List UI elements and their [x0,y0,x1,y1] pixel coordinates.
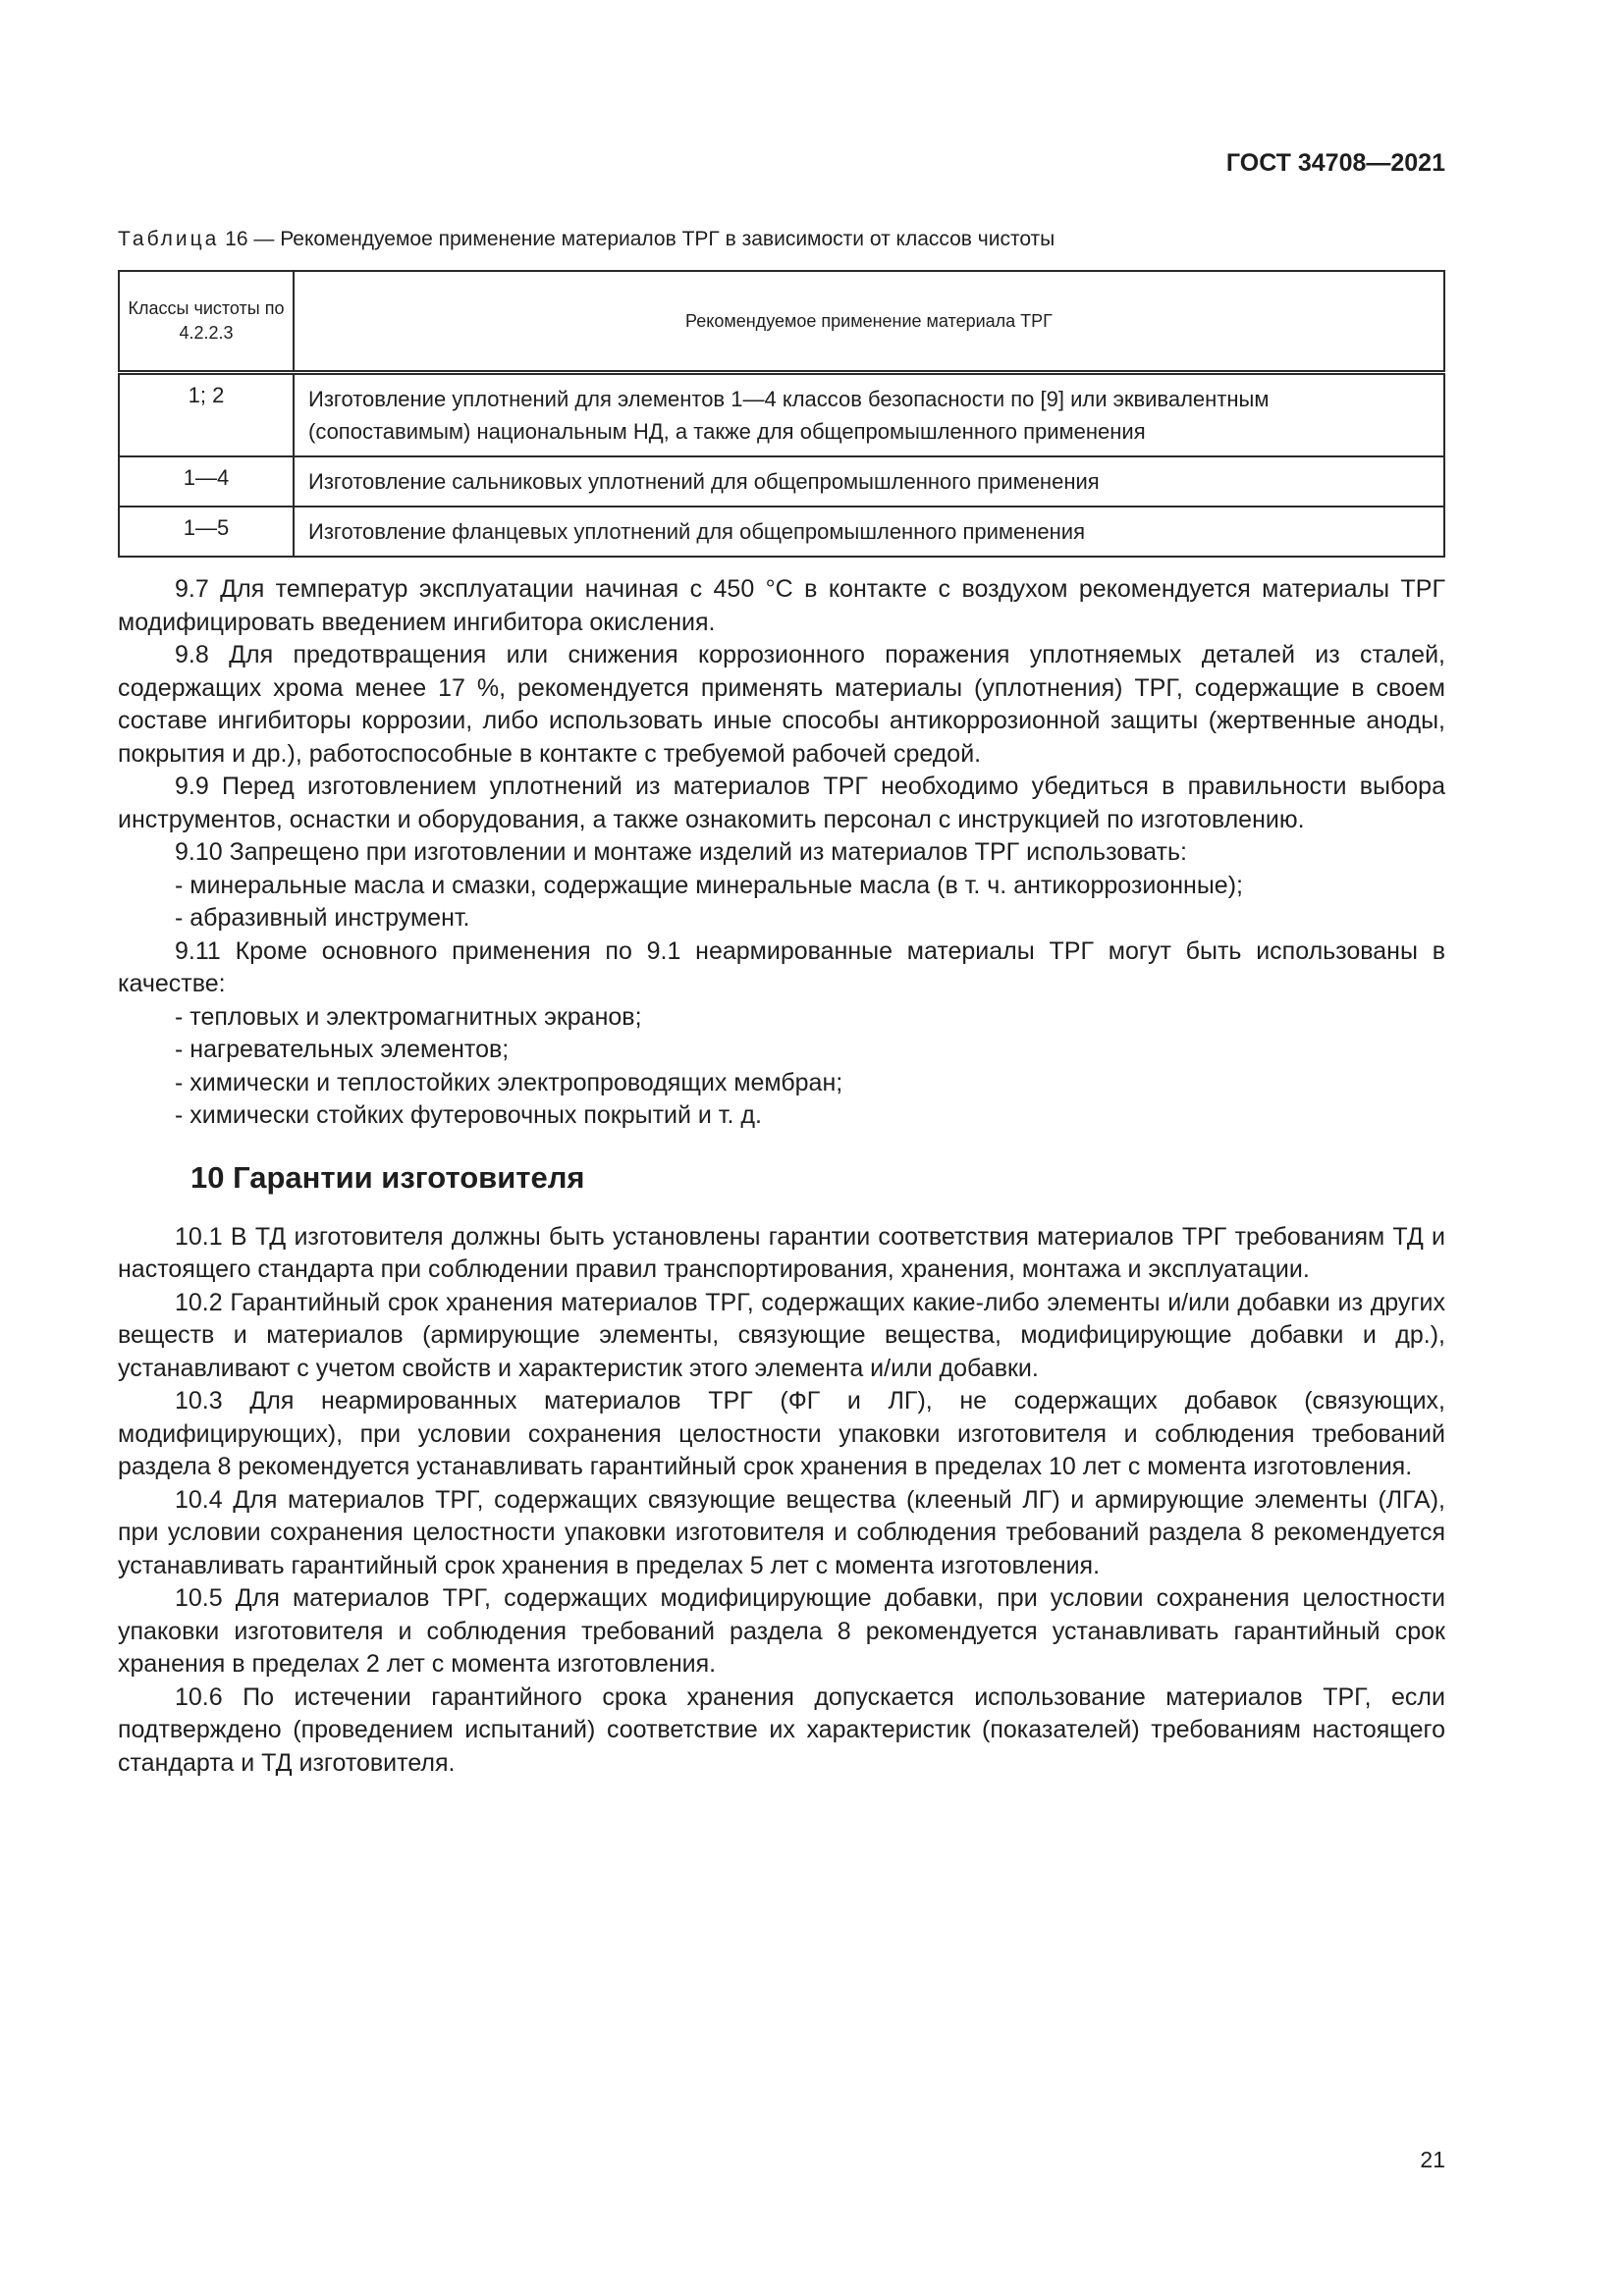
paragraph-9-9: 9.9 Перед изготовлением уплотнений из материалов ТРГ необходимо убедиться в правильности выбора инструментов, оснастки и оборудования, а также ознакомить персонал с инструкцией по изготовлению. [118,773,1445,833]
paragraph-10-3: 10.3 Для неармированных материалов ТРГ (ФГ и ЛГ), не содержащих добавок (связующих, модифицирующих), при условии сохранения целостности упаковки изготовителя и соблюдения требований раздела 8 рекомендуется устанавливать гарантийный срок хранения в пределах 10 лет с момента изготовления. [118,1387,1445,1480]
paragraph-10-4: 10.4 Для материалов ТРГ, содержащих связующие вещества (клееный ЛГ) и армирующие элементы (ЛГА), при условии сохранения целостности упаковки изготовителя и соблюдения требований раздела 8 рекомендуется устанавливать гарантийный срок хранения в пределах 5 лет с момента изготовления. [118,1485,1445,1579]
list-item: - абразивный инструмент. [175,904,470,932]
table-cell-use: Изготовление уплотнений для элементов 1—4 классов безопасности по [9] или эквивалентным (сопоставимым) национальным НД, а также для общепромышленного применения [294,373,1444,457]
section-10-heading: 10 Гарантии изготовителя [190,1159,585,1195]
list-item: - химически стойких футеровочных покрытий и т. д. [175,1101,762,1129]
table-cell-use: Изготовление сальниковых уплотнений для общепромышленного применения [294,456,1444,507]
table-cell-class: 1—4 [119,456,294,507]
paragraph-9-11: 9.11 Кроме основного применения по 9.1 неармированные материалы ТРГ могут быть использованы в качестве: [118,936,1445,997]
table-caption-label: Таблица [118,228,220,250]
paragraph-10-5: 10.5 Для материалов ТРГ, содержащих модифицирующие добавки, при условии сохранения целостности упаковки изготовителя и соблюдения требований раздела 8 рекомендуется устанавливать гарантийный срок хранения в пределах 2 лет с момента изготовления. [118,1584,1445,1678]
list-item: - нагревательных элементов; [175,1036,510,1063]
table-row [119,507,1444,557]
list-item: - тепловых и электромагнитных экранов; [175,1002,642,1031]
list-item: - минеральные масла и смазки, содержащие минеральные масла (в т. ч. антикоррозионные); [175,871,1243,899]
table-caption [118,228,1445,251]
paragraph-10-1: 10.1 В ТД изготовителя должны быть установлены гарантии соответствия материалов ТРГ требованиям ТД и настоящего стандарта при соблюдении правил транспортирования, хранения, монтажа и эксплуатации. [118,1222,1445,1283]
cleanliness-table [118,270,1445,558]
table-row [119,456,1444,507]
list-item: - химически и теплостойких электропроводящих мембран; [175,1068,843,1096]
standard-designation: ГОСТ 34708—2021 [1225,149,1445,177]
table-header-row [119,271,1444,373]
header-cleanliness-classes: Классы чистоты по 4.2.2.3 [119,271,294,373]
paragraph-9-7: 9.7 Для температур эксплуатации начиная с 450 °С в контакте с воздухом рекомендуется материалы ТРГ модифицировать введением ингибитора окисления. [118,575,1445,636]
table-cell-class: 1—5 [119,507,294,557]
body-text [118,573,1445,1780]
table-caption-text: 16 — Рекомендуемое применение материалов ТРГ в зависимости от классов чистоты [219,228,1056,250]
table-cell-use: Изготовление фланцевых уплотнений для общепромышленного применения [294,507,1444,557]
table-row [119,373,1444,457]
paragraph-10-2: 10.2 Гарантийный срок хранения материалов ТРГ, содержащих какие-либо элементы и/или добавки из других веществ и материалов (армирующие элементы, связующие вещества, модифицирующие добавки и др.), устанавливают с учетом свойств и характеристик этого элемента и/или добавки. [118,1288,1445,1382]
header-recommended-use: Рекомендуемое применение материала ТРГ [294,271,1444,373]
table-cell-class: 1; 2 [119,373,294,457]
page-number: 21 [1420,2147,1445,2172]
paragraph-10-6: 10.6 По истечении гарантийного срока хранения допускается использование материалов ТРГ, если подтверждено (проведением испытаний) соответствие их характеристик (показателей) требованиям настоящего стандарта и ТД изготовителя. [118,1682,1445,1777]
paragraph-9-8: 9.8 Для предотвращения или снижения коррозионного поражения уплотняемых деталей из сталей, содержащих хрома менее 17 %, рекомендуется применять материалы (уплотнения) ТРГ, содержащие в своем составе ингибиторы коррозии, либо использовать иные способы антикоррозионной защиты (жертвенные аноды, покрытия и др.), работоспособные в контакте с требуемой рабочей средой. [118,641,1445,768]
paragraph-9-10: 9.10 Запрещено при изготовлении и монтаже изделий из материалов ТРГ использовать: [175,838,1187,866]
